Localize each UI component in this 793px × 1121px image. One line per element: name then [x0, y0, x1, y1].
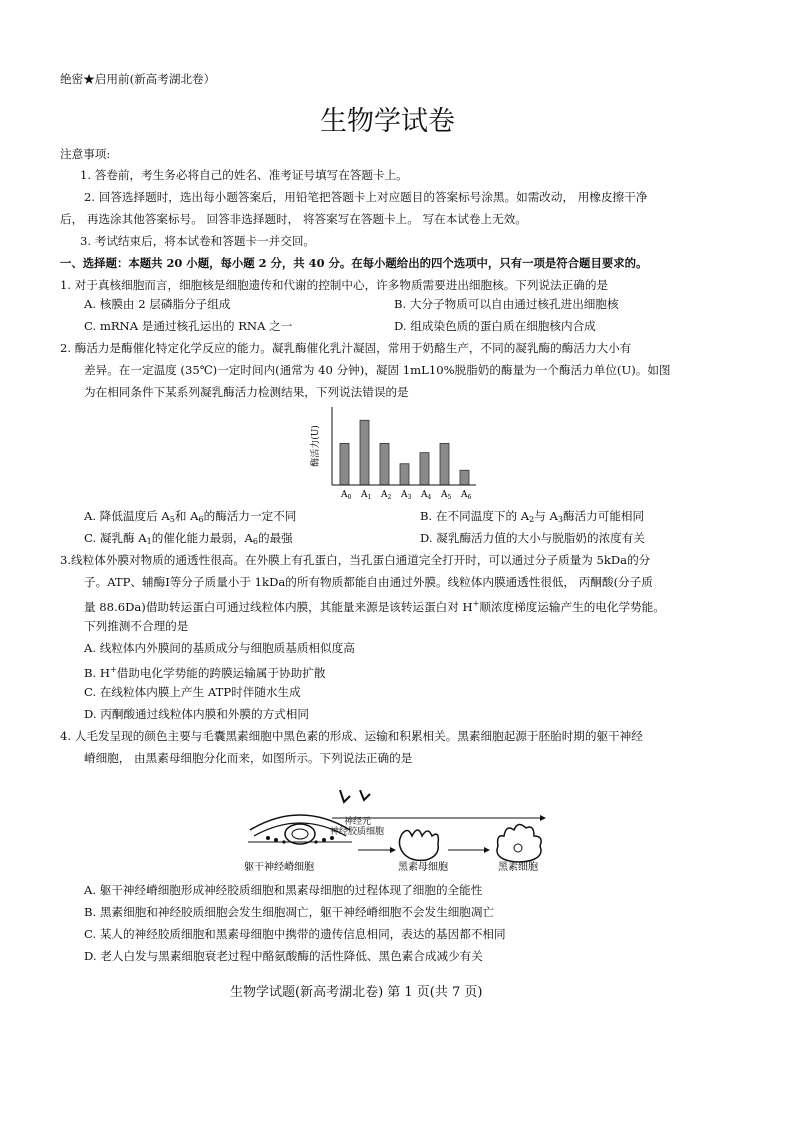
bar-A2	[380, 443, 389, 485]
page-footer: 生物学试题(新高考湖北卷) 第 1 页(共 7 页)	[230, 985, 483, 1000]
tick-label-A3: $A_3$	[401, 490, 412, 501]
q4-option-c: C. 某人的神经胶质细胞和黑素母细胞中携带的遗传信息相同，表达的基因都不相同	[84, 927, 506, 941]
tick-label-A4: $A_4$	[421, 490, 432, 501]
bar-A6	[460, 470, 469, 485]
question-1-stem: 1. 对于真核细胞而言，细胞核是细胞遗传和代谢的控制中心，许多物质需要进出细胞核。下列说法正确的是	[60, 278, 609, 292]
section-heading: 一、选择题：本题共 20 小题，每小题 2 分，共 40 分。在每小题给出的四个选项中，只有一项是符合题目要求的。	[60, 256, 648, 270]
tick-label-A0: $A_0$	[341, 490, 352, 501]
q3-option-c: C. 在线粒体内膜上产生 ATP时伴随水生成	[84, 685, 301, 699]
label-neuron: 神经元	[344, 817, 372, 827]
page-title: 生物学试卷	[320, 106, 455, 137]
q2-option-d: D. 凝乳酶活力值的大小与脱脂奶的浓度有关	[420, 531, 645, 545]
q2-option-c: C. 凝乳酶 $A_1$的催化能力最弱，$A_6$的最强	[84, 531, 293, 546]
bar-A3	[400, 464, 409, 485]
q1-option-a: A. 核膜由 2 层磷脂分子组成	[84, 297, 231, 311]
q3-option-d: D. 丙酮酸通过线粒体内膜和外膜的方式相同	[84, 707, 309, 721]
q4-option-b: B. 黑素细胞和神经胶质细胞会发生细胞凋亡，躯干神经嵴细胞不会发生细胞凋亡	[84, 905, 495, 919]
question-3-line: 量 88.6Da)借助转运蛋白可通过线粒体内膜，其能量来源是该转运蛋白对 H+顺浓度梯度运输产生的电化学势能。	[84, 599, 665, 614]
bar-A5	[440, 443, 449, 485]
q4-option-d: D. 老人白发与黑素细胞衰老过程中酪氨酸酶的活性降低、黑色素合成减少有关	[84, 949, 483, 963]
question-2-line: 2. 酶活力是酶催化特定化学反应的能力。凝乳酶催化乳汁凝固，常用于奶酪生产，不同的凝乳酶的酶活力大小有	[60, 341, 632, 355]
cell-differentiation-diagram	[240, 790, 570, 876]
label-glial: 神经胶质细胞	[330, 827, 385, 837]
melanocyte-cell	[497, 824, 541, 862]
bar-A4	[420, 453, 429, 485]
question-4-line: 嵴细胞， 由黑素母细胞分化而来，如图所示。下列说法正确的是	[84, 751, 413, 765]
label-melanoblast: 黑素母细胞	[398, 862, 448, 873]
q3-option-a: A. 线粒体内外膜间的基质成分与细胞质基质相似度高	[84, 641, 355, 655]
question-4-line: 4. 人毛发呈现的颜色主要与毛囊黑素细胞中黑色素的形成、运输和积累相关。黑素细胞起源于胚胎时期的躯干神经	[60, 729, 643, 743]
tick-label-A1: $A_1$	[361, 490, 372, 501]
q1-option-c: C. mRNA 是通过核孔运出的 RNA 之一	[84, 319, 293, 333]
tick-label-A6: $A_6$	[461, 490, 472, 501]
notice-item: 后， 再选涂其他答案标号。 回答非选择题时， 将答案写在答题卡上。 写在本试卷上无效。	[60, 212, 527, 226]
q1-option-b: B. 大分子物质可以自由通过核孔进出细胞核	[394, 297, 619, 311]
q2-option-a: A. 降低温度后 $A_5$和 $A_6$的酶活力一定不同	[84, 509, 297, 524]
question-3-line: 子。ATP、辅酶Ⅰ等分子质量小于 1kDa的所有物质都能自由通过外膜。线粒体内膜通透性很低， 丙酮酸(分子质	[84, 575, 653, 589]
melanoblast-cell	[399, 830, 438, 860]
q2-option-b: B. 在不同温度下的 $A_2$与 $A_3$酶活力可能相同	[420, 509, 645, 524]
notice-item: 3. 考试结束后，将本试卷和答题卡一并交回。	[80, 234, 316, 248]
label-melanocyte: 黑素细胞	[498, 862, 538, 873]
y-axis-label: 酶活力(U)	[311, 425, 321, 467]
q1-option-d: D. 组成染色质的蛋白质在细胞核内合成	[394, 319, 596, 333]
bar-A1	[360, 420, 369, 485]
label-neural-crest: 躯干神经嵴细胞	[244, 862, 314, 873]
question-3-line: 3.线粒体外膜对物质的通透性很高。在外膜上有孔蛋白，当孔蛋白通道完全打开时，可以通过分子质量为 5kDa的分	[60, 553, 651, 567]
notice-item: 1. 答卷前，考生务必将自己的姓名、准考证号填写在答题卡上。	[80, 168, 408, 182]
tick-label-A2: $A_2$	[381, 490, 392, 501]
q3-option-b: B. H+借助电化学势能的跨膜运输属于协助扩散	[84, 665, 326, 680]
tick-label-A5: $A_5$	[441, 490, 452, 501]
bar-A0	[340, 443, 349, 485]
enzyme-activity-chart	[300, 405, 490, 502]
confidential-label: 绝密★启用前(新高考湖北卷）	[60, 72, 216, 86]
q4-option-a: A. 躯干神经嵴细胞形成神经胶质细胞和黑素母细胞的过程体现了细胞的全能性	[84, 883, 483, 897]
question-2-line: 差异。在一定温度 (35℃)一定时间内(通常为 40 分钟)，凝固 1mL10%脱脂奶的酶量为一个酶活力单位(U)。如图	[84, 363, 671, 377]
notice-heading: 注意事项:	[60, 147, 111, 161]
question-2-line: 为在相同条件下某系列凝乳酶活力检测结果，下列说法错误的是	[84, 385, 409, 399]
question-3-line: 下列推测不合理的是	[84, 619, 189, 633]
notice-item: 2. 回答选择题时，选出每小题答案后，用铅笔把答题卡上对应题目的答案标号涂黑。如需改动， 用橡皮擦干净	[84, 190, 648, 204]
